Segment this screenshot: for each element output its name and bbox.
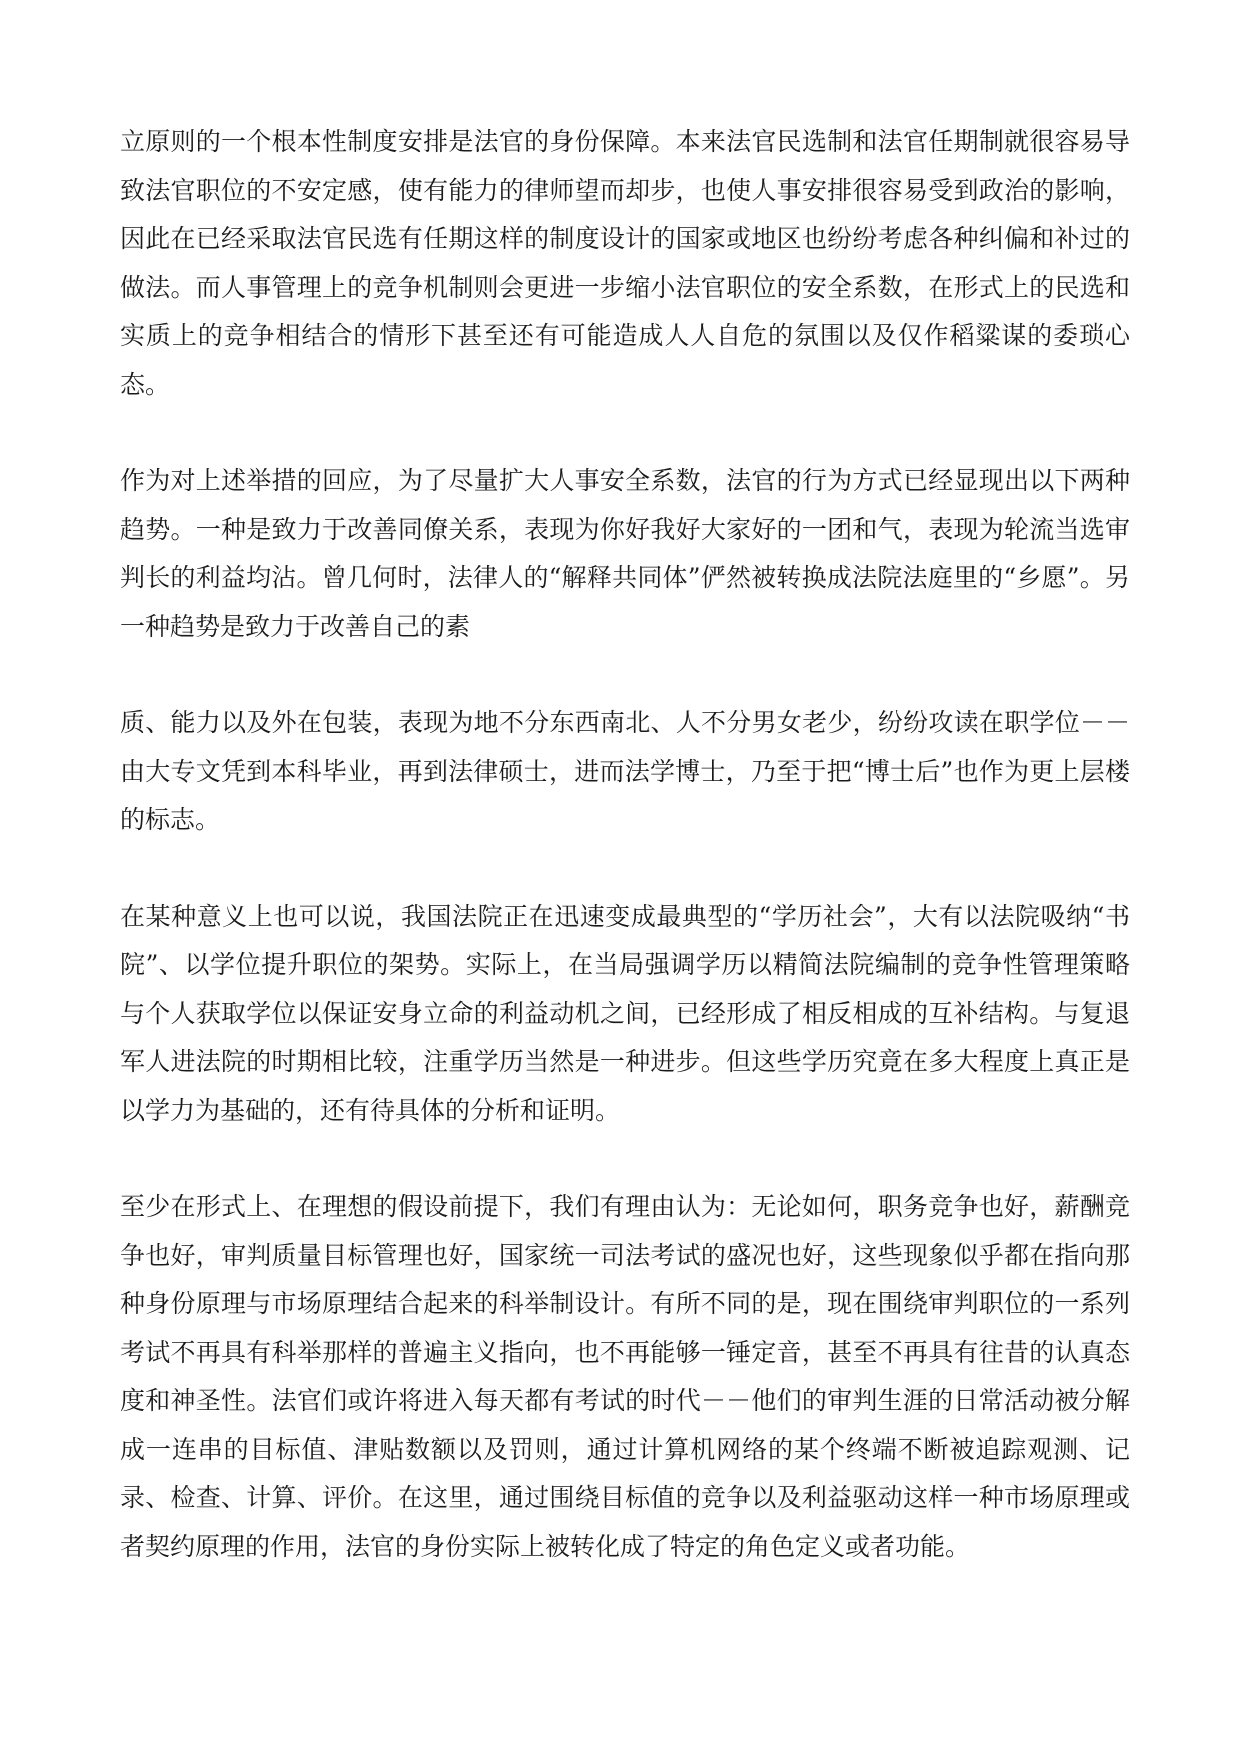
paragraph-4: 在某种意义上也可以说，我国法院正在迅速变成最典型的“学历社会”，大有以法院吸纳“书院”、以学位提升职位的架势。实际上，在当局强调学历以精简法院编制的竞争性管理策略与个人获取学位以保证安身立命的利益动机之间，已经形成了相反相成的互补结构。与复退军人进法院的时期相比较，注重学历当然是一种进步。但这些学历究竟在多大程度上真正是以学力为基础的，还有待具体的分析和证明。 (120, 901, 1130, 1125)
paragraph-5: 至少在形式上、在理想的假设前提下，我们有理由认为：无论如何，职务竞争也好，薪酬竞争也好，审判质量目标管理也好，国家统一司法考试的盛况也好，这些现象似乎都在指向那种身份原理与市场原理结合起来的科举制设计。有所不同的是，现在围绕审判职位的一系列考试不再具有科举那样的普遍主义指向，也不再能够一锤定音，甚至不再具有往昔的认真态度和神圣性。法官们或许将进入每天都有考试的时代－－他们的审判生涯的日常活动被分解成一连串的目标值、津贴数额以及罚则，通过计算机网络的某个终端不断被追踪观测、记录、检查、计算、评价。在这里，通过围绕目标值的竞争以及利益驱动这样一种市场原理或者契约原理的作用，法官的身份实际上被转化成了特定的角色定义或者功能。 (120, 1192, 1130, 1561)
paragraph-2: 作为对上述举措的回应，为了尽量扩大人事安全系数，法官的行为方式已经显现出以下两种趋势。一种是致力于改善同僚关系，表现为你好我好大家好的一团和气，表现为轮流当选审判长的利益均沾。曾几何时，法律人的“解释共同体”俨然被转换成法院法庭里的“乡愿”。另一种趋势是致力于改善自己的素 (120, 466, 1130, 641)
paragraph-1: 立原则的一个根本性制度安排是法官的身份保障。本来法官民选制和法官任期制就很容易导致法官职位的不安定感，使有能力的律师望而却步，也使人事安排很容易受到政治的影响，因此在已经采取法官民选有任期这样的制度设计的国家或地区也纷纷考虑各种纠偏和补过的做法。而人事管理上的竞争机制则会更进一步缩小法官职位的安全系数，在形式上的民选和实质上的竞争相结合的情形下甚至还有可能造成人人自危的氛围以及仅作稻粱谋的委琐心态。 (120, 127, 1130, 399)
paragraph-3: 质、能力以及外在包装，表现为地不分东西南北、人不分男女老少，纷纷攻读在职学位－－由大专文凭到本科毕业，再到法律硕士，进而法学博士，乃至于把“博士后”也作为更上层楼的标志。 (120, 708, 1130, 834)
document-body (120, 118, 1130, 1619)
